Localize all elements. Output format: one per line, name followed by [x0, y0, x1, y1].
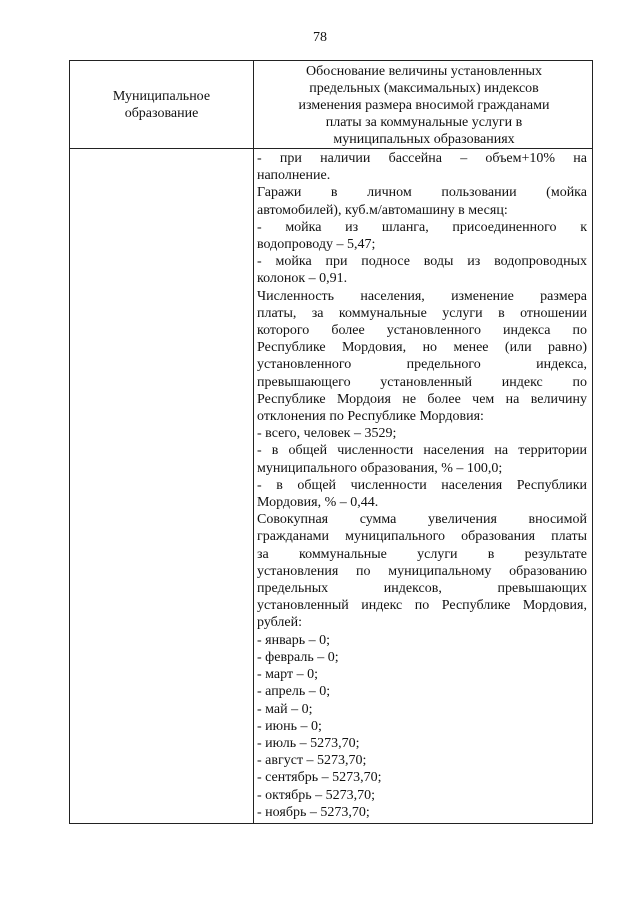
text-line: - октябрь – 5273,70;	[257, 787, 376, 803]
text-line: платы, за коммунальные услуги в отношении	[257, 305, 587, 321]
text-line: которого более установленного индекса по	[257, 323, 587, 339]
text-line: - июнь – 0;	[257, 718, 322, 734]
text-line: - июль – 5273,70;	[257, 735, 360, 751]
text-line: рублей:	[257, 615, 302, 631]
text-line: Республике Мордоия не более чем на величину	[257, 391, 587, 407]
text-line: установленного предельного индекса,	[257, 357, 587, 373]
text-line: Мордовия, % – 0,44.	[257, 495, 379, 511]
text-line: отклонения по Республике Мордовия:	[257, 409, 484, 425]
text-line: - февраль – 0;	[257, 649, 339, 665]
header-justification-line: муниципальных образованиях	[333, 132, 515, 147]
text-line: - сентябрь – 5273,70;	[257, 770, 382, 786]
text-line: наполнение.	[257, 168, 331, 184]
text-line: гражданами муниципального образования платы	[257, 529, 587, 545]
text-line: - август – 5273,70;	[257, 753, 367, 769]
header-justification-line: платы за коммунальные услуги в	[325, 115, 523, 130]
text-line: водопроводу – 5,47;	[257, 237, 376, 253]
justification-text	[257, 150, 587, 821]
text-line: превышающего установленный индекс по	[257, 374, 587, 390]
text-line: - всего, человек – 3529;	[257, 426, 397, 442]
header-justification-line: изменения размера вносимой гражданами	[298, 98, 550, 113]
text-line: - май – 0;	[257, 701, 313, 717]
text-line: автомобилей), куб.м/автомашину в месяц:	[257, 202, 508, 218]
text-line: - ноябрь – 5273,70;	[257, 804, 370, 820]
header-municipality	[70, 61, 253, 148]
text-line: установленный индекс по Республике Мордовия,	[257, 598, 587, 614]
text-line: Численность населения, изменение размера	[257, 288, 587, 304]
justification-table	[69, 60, 593, 824]
text-line: - апрель – 0;	[257, 684, 331, 700]
header-divider	[70, 148, 592, 149]
text-line: предельных индексов, превышающих	[257, 581, 587, 597]
text-line: - при наличии бассейна – объем+10% на	[257, 151, 587, 166]
page-number: 78	[313, 30, 327, 45]
header-justification	[254, 63, 594, 148]
header-municipality-line: образование	[124, 105, 199, 121]
text-line: колонок – 0,91.	[257, 271, 348, 287]
text-line: Совокупная сумма увеличения вносимой	[257, 512, 587, 528]
header-municipality-line: Муниципальное	[112, 88, 211, 104]
header-justification-line: Обоснование величины установленных	[305, 64, 542, 79]
text-line: Республике Мордовия, но менее (или равно)	[257, 340, 587, 356]
text-line: - март – 0;	[257, 667, 318, 683]
text-line: за коммунальные услуги в результате	[257, 546, 587, 562]
text-line: - в общей численности населения Республики	[257, 477, 587, 493]
column-divider	[253, 61, 254, 823]
header-justification-line: предельных (максимальных) индексов	[309, 81, 539, 96]
text-line: - мойка из шланга, присоединенного к	[257, 219, 587, 235]
text-line: - мойка при подносе воды из водопроводных	[257, 254, 587, 270]
text-line: - январь – 0;	[257, 632, 331, 648]
text-line: муниципального образования, % – 100,0;	[257, 460, 503, 476]
text-line: установления по муниципальному образованию	[257, 563, 587, 579]
text-line: Гаражи в личном пользовании (мойка	[257, 185, 587, 201]
text-line: - в общей численности населения на территории	[257, 443, 587, 459]
